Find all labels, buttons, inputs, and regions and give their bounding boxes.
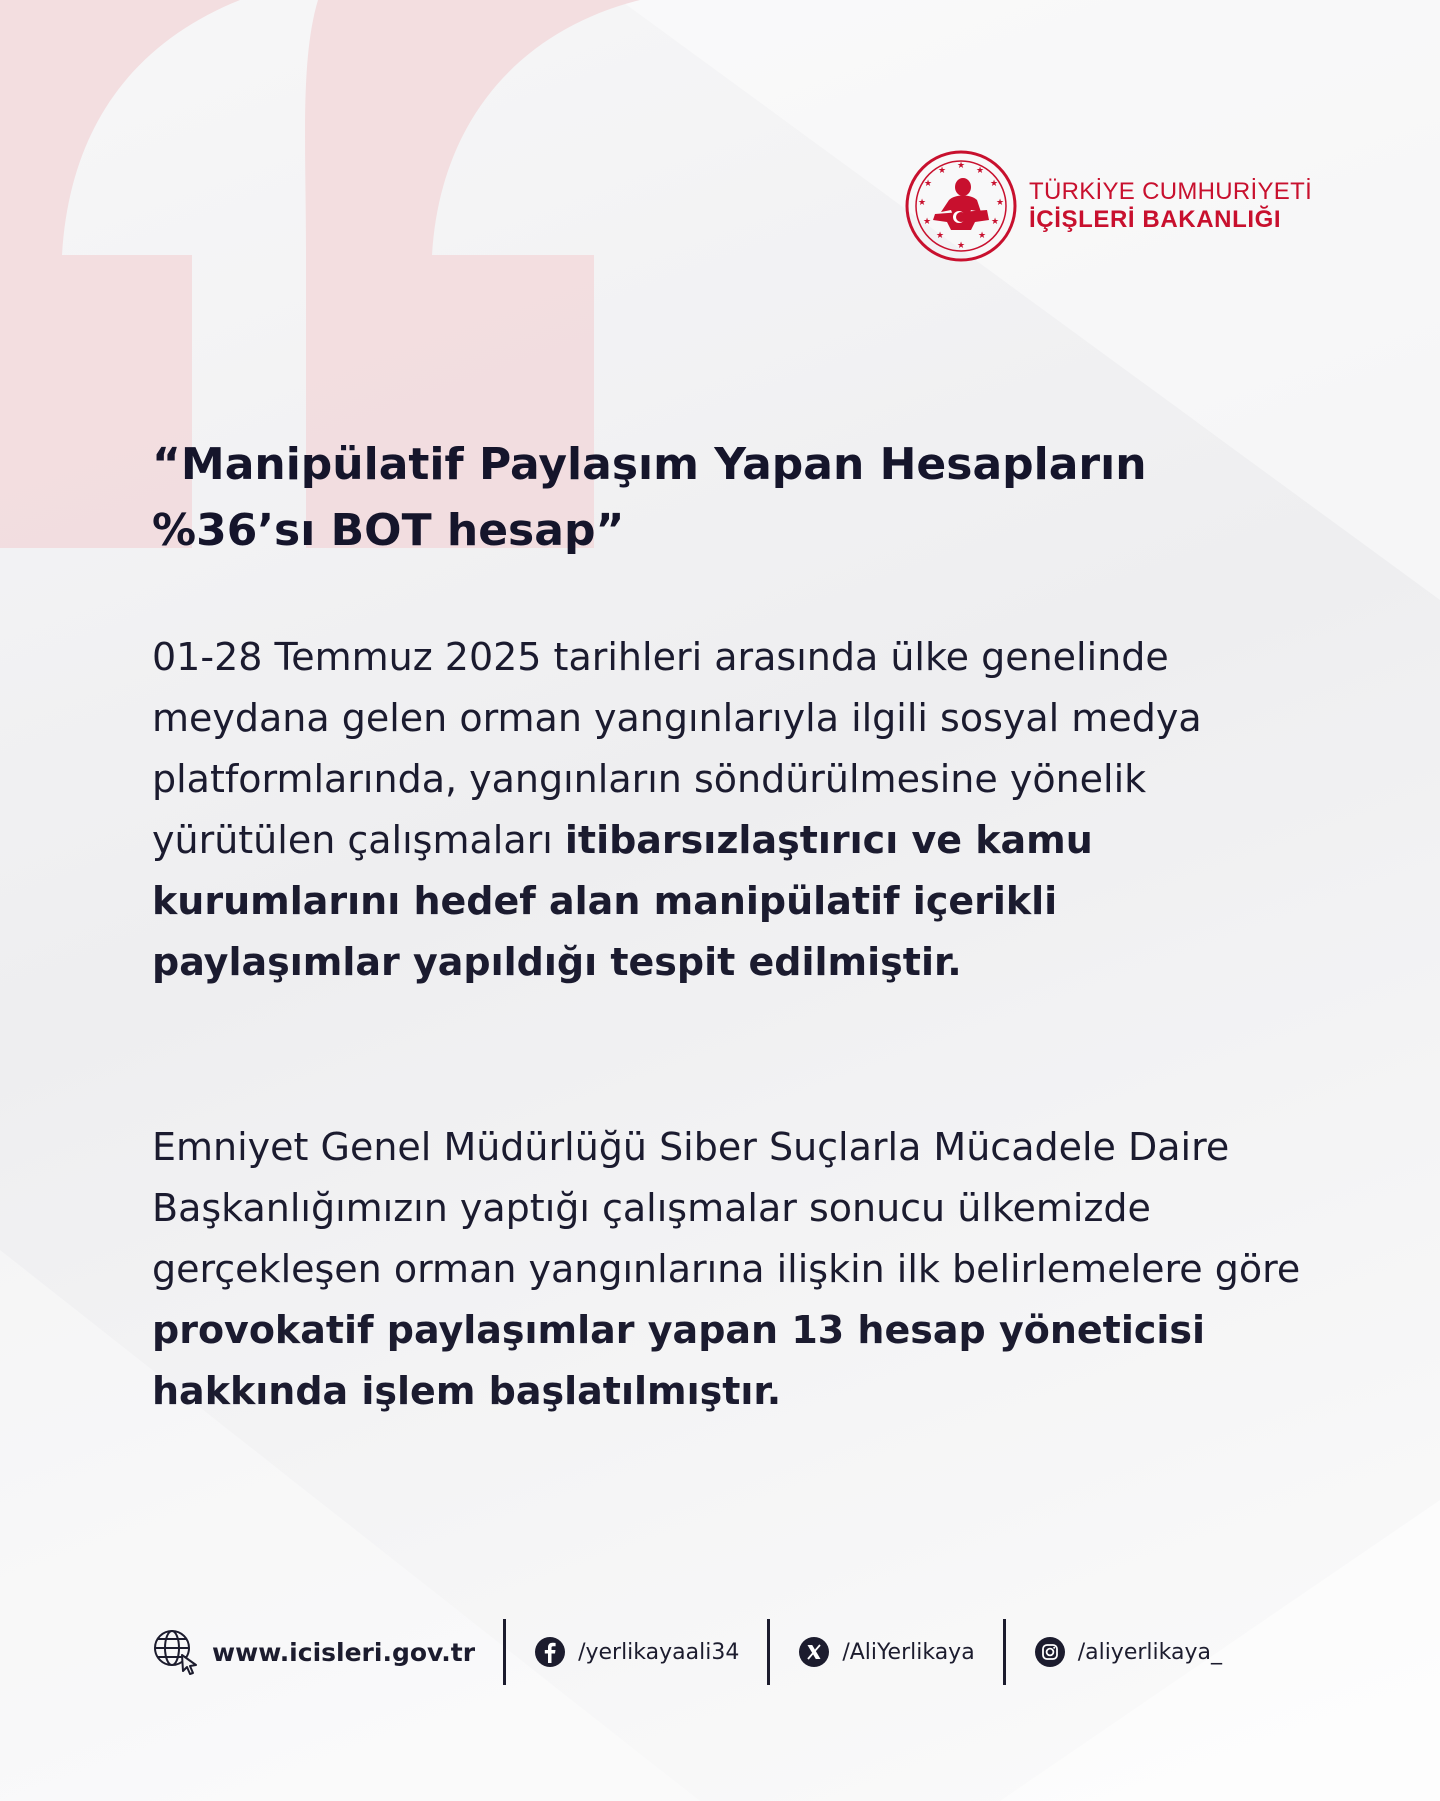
footer <box>152 1617 1302 1687</box>
logo-title-line1: TÜRKİYE CUMHURİYETİ <box>1029 178 1313 205</box>
facebook-link[interactable] <box>534 1636 739 1668</box>
svg-text:★: ★ <box>990 217 1000 227</box>
ministry-logo <box>905 150 1312 262</box>
svg-text:★: ★ <box>956 161 966 171</box>
website-link[interactable] <box>152 1628 475 1676</box>
facebook-icon <box>534 1636 566 1668</box>
paragraph-2-text: Emniyet Genel Müdürlüğü Siber Suçlarla Mücadele Daire Başkanlığımızın yaptığı çalışmalar sonucu ülkemizde gerçekleşen orman yangınlarına ilişkin ilk belirlemelere göre <box>152 1125 1301 1291</box>
instagram-link[interactable] <box>1034 1636 1222 1668</box>
headline <box>152 432 1302 564</box>
turkish-ministry-emblem-icon <box>905 150 1017 262</box>
svg-text:★: ★ <box>989 179 999 189</box>
logo-title-line2: İÇİŞLERİ BAKANLIĞI <box>1029 206 1282 233</box>
svg-text:★: ★ <box>975 166 985 176</box>
svg-text:★: ★ <box>956 241 966 251</box>
svg-text:★: ★ <box>977 231 987 241</box>
footer-divider <box>767 1619 770 1685</box>
headline-line2: %36’sı BOT hesap” <box>152 505 625 556</box>
svg-text:★: ★ <box>935 231 945 241</box>
headline-line1: “Manipülatif Paylaşım Yapan Hesapların <box>152 439 1147 490</box>
x-link[interactable] <box>798 1636 974 1668</box>
paragraph-1 <box>152 627 1302 993</box>
svg-text:★: ★ <box>917 198 927 208</box>
x-logo-icon <box>798 1636 830 1668</box>
globe-icon <box>152 1628 200 1676</box>
svg-text:★: ★ <box>995 198 1005 208</box>
footer-divider <box>503 1619 506 1685</box>
footer-divider <box>1003 1619 1006 1685</box>
svg-text:★: ★ <box>922 217 932 227</box>
website-url: www.icisleri.gov.tr <box>212 1637 476 1667</box>
x-handle: /AliYerlikaya <box>842 1639 975 1665</box>
paragraph-2 <box>152 1117 1302 1422</box>
svg-text:★: ★ <box>937 166 947 176</box>
svg-text:★: ★ <box>923 179 933 189</box>
paragraph-2-bold-text: provokatif paylaşımlar yapan 13 hesap yöneticisi hakkında işlem başlatılmıştır. <box>152 1308 1206 1413</box>
paragraph-1-bold-text: itibarsızlaştırıcı ve kamu kurumlarını hedef alan manipülatif içerikli paylaşımlar yapıldığı tespit edilmiştir. <box>152 818 1093 984</box>
facebook-handle: /yerlikayaali34 <box>578 1639 740 1665</box>
instagram-icon <box>1034 1636 1066 1668</box>
instagram-handle: /aliyerlikaya_ <box>1077 1639 1222 1665</box>
paragraph-1-text: 01-28 Temmuz 2025 tarihleri arasında ülke genelinde meydana gelen orman yangınlarıyla ilgili sosyal medya platformlarında, yangınların söndürülmesine yönelik yürütülen çalışmaları <box>152 635 1202 862</box>
